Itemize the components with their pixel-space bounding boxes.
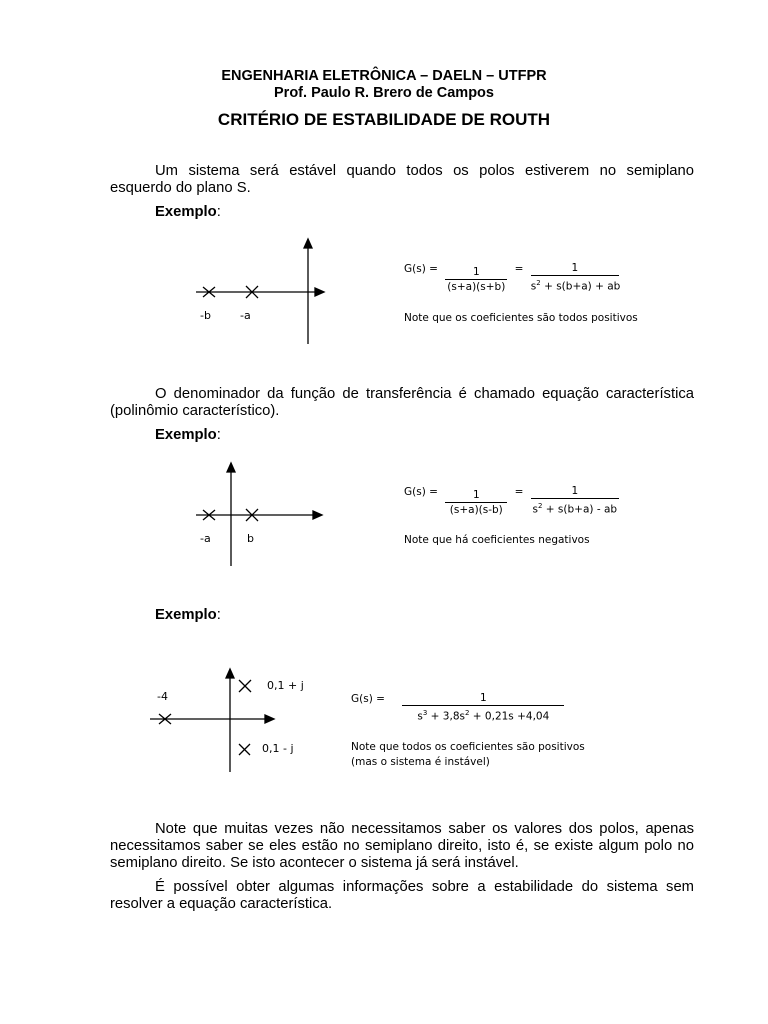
den-term: s xyxy=(530,280,537,293)
pole-label-minus-a: -a xyxy=(240,309,251,322)
den-term: s xyxy=(532,503,538,516)
imag-axis-arrow xyxy=(227,463,235,472)
numerator: 1 xyxy=(445,489,507,503)
transfer-function-1 xyxy=(404,262,619,293)
example-heading-3 xyxy=(155,607,221,623)
fraction-1a xyxy=(445,266,507,293)
exponent: 2 xyxy=(537,502,543,510)
g-label: G(s) = xyxy=(351,693,385,705)
exponent: 2 xyxy=(464,709,470,717)
pole-marker-upper xyxy=(239,680,251,692)
example-heading-colon: : xyxy=(216,607,221,623)
den-term: s xyxy=(417,710,423,723)
g-label: G(s) = xyxy=(404,486,438,498)
pole-label-minus-4: -4 xyxy=(157,690,168,703)
numerator: 1 xyxy=(402,692,564,706)
example-heading-2 xyxy=(155,427,221,443)
den-term: + s(b+a) + ab xyxy=(540,280,621,293)
numerator: 1 xyxy=(531,485,619,499)
note-3-line-2: (mas o sistema é instável) xyxy=(351,756,490,768)
exponent: 2 xyxy=(536,279,541,287)
den-term: + s(b+a) - ab xyxy=(542,503,618,516)
paragraph-1: Um sistema será estável quando todos os polos estiverem no semiplano esquerdo do plano S. xyxy=(110,163,694,196)
fraction-1b xyxy=(531,262,619,293)
note-3-line-1: Note que todos os coeficientes são positivos xyxy=(351,741,585,753)
pole-label-upper: 0,1 + j xyxy=(267,679,304,692)
header-line-2: Prof. Paulo R. Brero de Campos xyxy=(274,85,494,101)
numerator: 1 xyxy=(531,262,619,276)
equals-sign: = xyxy=(514,486,524,498)
transfer-function-2 xyxy=(404,485,619,516)
fraction-2a xyxy=(445,489,507,516)
header-line-1: ENGENHARIA ELETRÔNICA – DAELN – UTFPR xyxy=(221,68,547,84)
pole-label-minus-b: -b xyxy=(200,309,211,322)
pole-marker-minus-4 xyxy=(159,714,171,724)
real-axis-arrow xyxy=(313,511,322,519)
pole-marker-a xyxy=(203,510,215,520)
paragraph-4: É possível obter algumas informações sobre a estabilidade do sistema sem resolver a equação característica. xyxy=(110,879,694,912)
pole-label-minus-a: -a xyxy=(200,532,211,545)
example-heading-1 xyxy=(155,204,221,220)
pole-label-lower: 0,1 - j xyxy=(262,742,294,755)
den-term: + 0,21s +4,04 xyxy=(469,710,550,723)
example-heading-word: Exemplo xyxy=(155,204,217,220)
example-heading-colon: : xyxy=(216,204,221,220)
page-title: CRITÉRIO DE ESTABILIDADE DE ROUTH xyxy=(217,110,551,129)
pole-marker-lower xyxy=(239,744,250,755)
numerator: 1 xyxy=(445,266,507,280)
g-label: G(s) = xyxy=(404,263,438,275)
imag-axis-arrow xyxy=(304,239,312,248)
example-heading-word: Exemplo xyxy=(155,607,217,623)
pole-marker-b xyxy=(203,287,215,297)
pole-marker-a xyxy=(246,286,258,298)
denominator xyxy=(531,276,619,293)
paragraph-3: Note que muitas vezes não necessitamos saber os valores dos polos, apenas necessitamos saber se eles estão no semiplano direito, isto é, se existe algum polo no semiplano direito. Se isto acontecer o sistema já será instável. xyxy=(110,821,694,871)
paragraph-2: O denominador da função de transferência é chamado equação característica (polinômio característico). xyxy=(110,386,694,419)
pole-marker-b xyxy=(246,509,258,521)
denominator xyxy=(402,706,564,723)
denominator xyxy=(531,499,619,516)
fraction-2b xyxy=(531,485,619,516)
example-heading-word: Exemplo xyxy=(155,427,217,443)
exponent: 3 xyxy=(422,709,428,717)
denominator: (s+a)(s+b) xyxy=(447,280,506,293)
note-1: Note que os coeficientes são todos positivos xyxy=(404,312,638,324)
example-heading-colon: : xyxy=(216,427,221,443)
real-axis-arrow xyxy=(315,288,324,296)
equals-sign: = xyxy=(514,263,524,275)
denominator: (s+a)(s-b) xyxy=(449,503,503,516)
den-term: + 3,8s xyxy=(427,710,465,723)
fraction-3 xyxy=(402,692,564,723)
real-axis-arrow xyxy=(265,715,274,723)
pole-label-b: b xyxy=(247,532,254,545)
imag-axis-arrow xyxy=(226,669,234,678)
note-2: Note que há coeficientes negativos xyxy=(404,534,590,546)
transfer-function-3 xyxy=(351,692,564,723)
